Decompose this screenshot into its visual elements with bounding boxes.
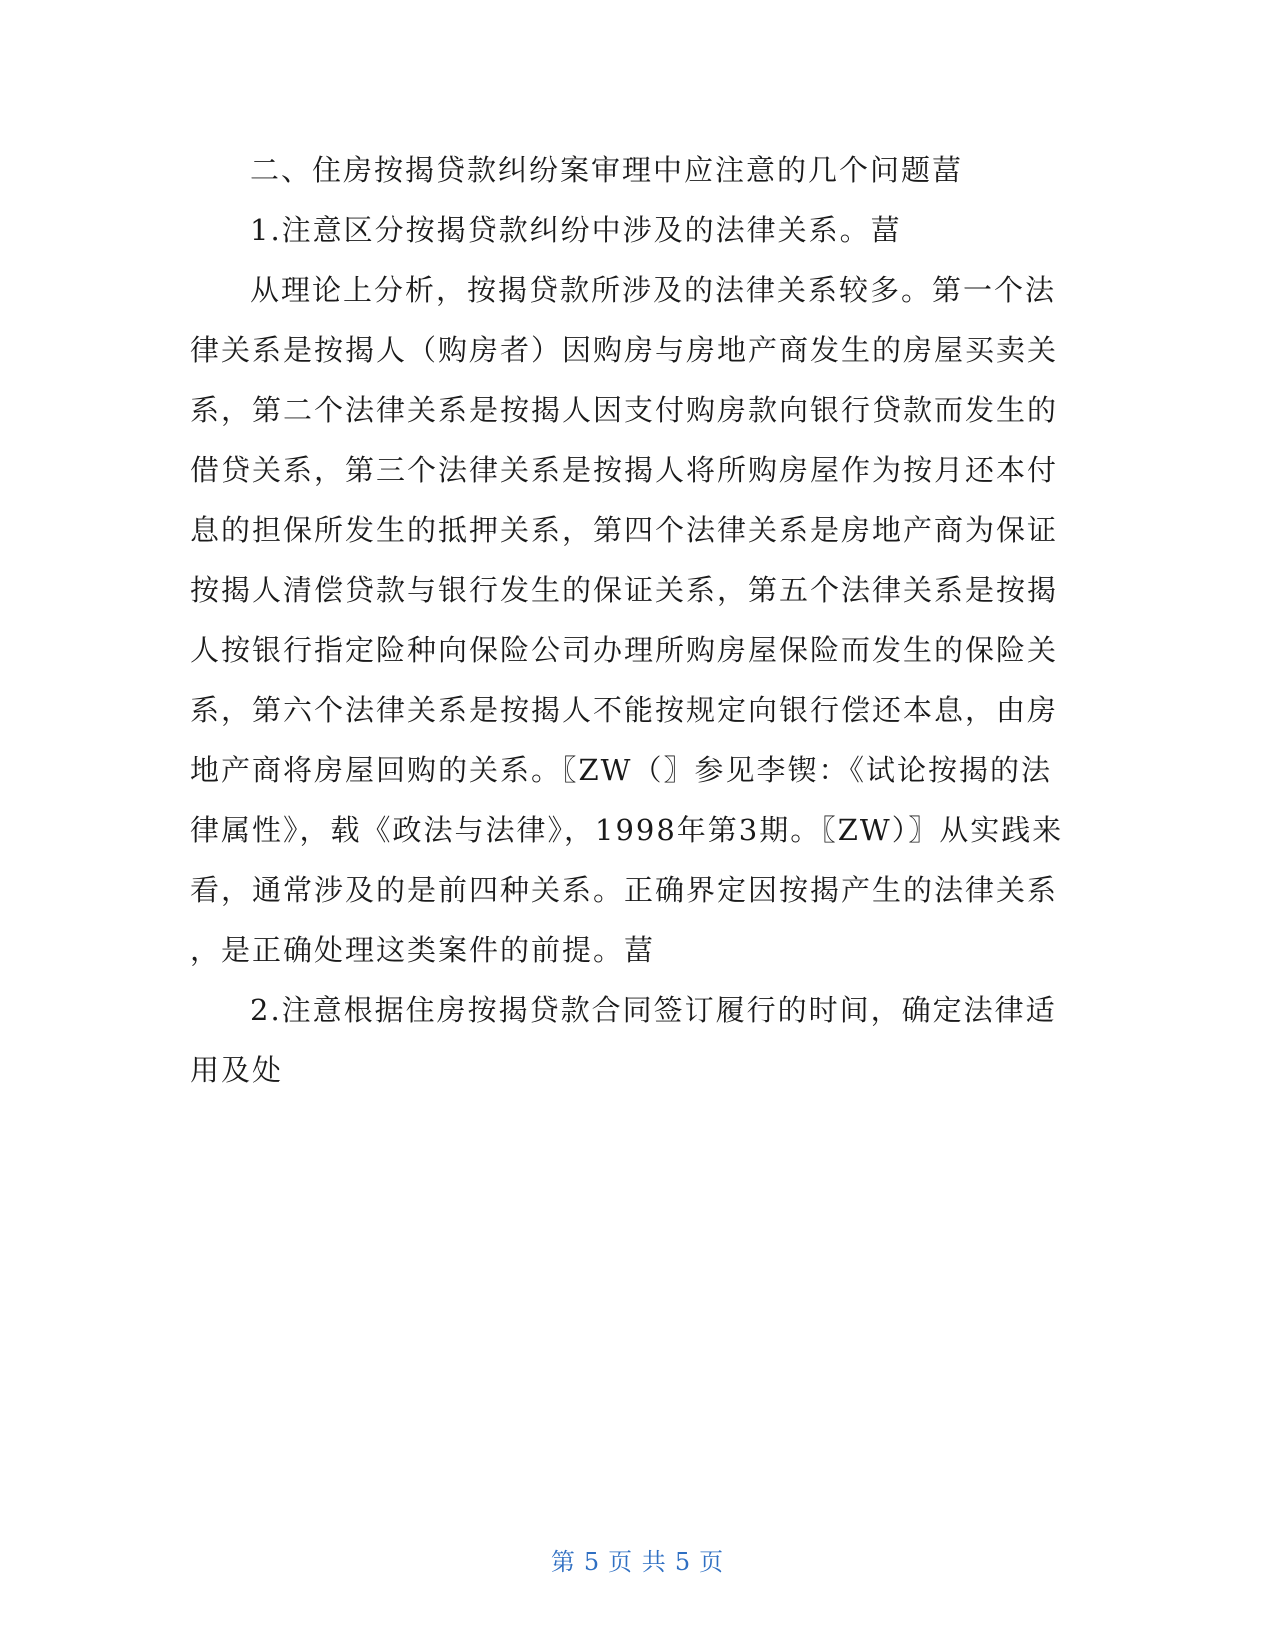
page-label-prefix: 第 [550, 1548, 576, 1576]
paragraph-line: 律关系是按揭人（购房者）因购房与房地产商发生的房屋买卖关 [190, 333, 1059, 367]
current-page-number: 5 [583, 1548, 601, 1576]
paragraph-line: 从理论上分析，按揭贷款所涉及的法律关系较多。第一个法 [250, 273, 1057, 307]
subheading-2: 2.注意根据住房按揭贷款合同签订履行的时间，确定法律适 [250, 993, 1057, 1027]
paragraph-line: 看，通常涉及的是前四种关系。正确界定因按揭产生的法律关系 [190, 873, 1059, 907]
paragraph-line: 律属性》，载《政法与法律》，1998年第3期。〖ZW）〗从实践来 [190, 813, 1064, 847]
paragraph-line: 用及处 [190, 1053, 284, 1087]
paragraph-line: 人按银行指定险种向保险公司办理所购房屋保险而发生的保险关 [190, 633, 1059, 667]
paragraph-line: 系，第六个法律关系是按揭人不能按规定向银行偿还本息，由房 [190, 693, 1059, 727]
paragraph-line: 地产商将房屋回购的关系。〖ZW（〗参见李锲：《试论按揭的法 [190, 753, 1052, 787]
page-label-suffix: 页 [699, 1548, 725, 1576]
document-body [190, 140, 1070, 1100]
page-number-footer [0, 1542, 1275, 1577]
paragraph-line: ，是正确处理这类案件的前提。葍 [190, 933, 656, 967]
total-pages-number: 5 [674, 1548, 692, 1576]
paragraph-line: 系，第二个法律关系是按揭人因支付购房款向银行贷款而发生的 [190, 393, 1059, 427]
paragraph-line: 借贷关系，第三个法律关系是按揭人将所购房屋作为按月还本付 [190, 453, 1059, 487]
paragraph-line: 息的担保所发生的抵押关系，第四个法律关系是房地产商为保证 [190, 513, 1059, 547]
subheading-1: 1.注意区分按揭贷款纠纷中涉及的法律关系。葍 [250, 213, 902, 247]
page-label-mid: 页 共 [608, 1548, 667, 1576]
paragraph-line: 按揭人清偿贷款与银行发生的保证关系，第五个法律关系是按揭 [190, 573, 1059, 607]
section-heading: 二、住房按揭贷款纠纷案审理中应注意的几个问题葍 [250, 153, 964, 187]
